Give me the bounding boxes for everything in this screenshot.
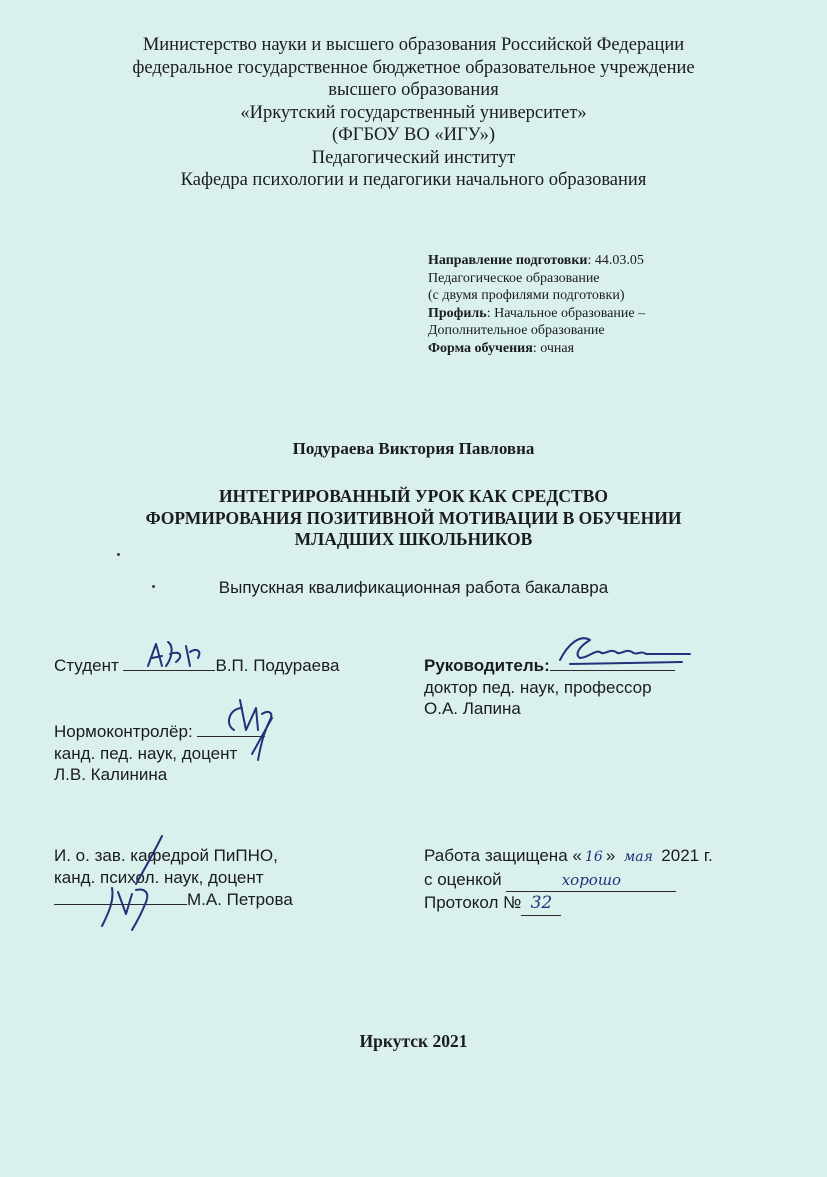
defense-day: 16 — [584, 849, 603, 865]
speck-mark — [117, 553, 120, 556]
study-details — [428, 252, 645, 357]
supervisor-signature-icon — [550, 624, 700, 672]
defense-block — [424, 845, 713, 916]
header-line-abbreviation: (ФГБОУ ВО «ИГУ») — [332, 125, 495, 145]
direction-code: : 44.03.05 — [587, 253, 644, 268]
normcontrol-degree: канд. пед. наук, доцент — [54, 743, 238, 763]
supervisor-name: О.А. Лапина — [424, 699, 521, 718]
direction-name-1: Педагогическое образование — [428, 270, 600, 286]
header-line-department: Кафедра психологии и педагогики начального образования — [180, 170, 647, 190]
header-line-ministry: Министерство науки и высшего образования Российской Федерации — [142, 35, 685, 55]
profile-value-2: Дополнительное образование — [428, 323, 605, 338]
direction-name-2: (с двумя профилями подготовки) — [428, 288, 625, 303]
supervisor-degree: доктор пед. наук, профессор — [424, 677, 652, 697]
student-label: Студент — [54, 656, 119, 675]
profile-value-1: : Начальное образование – — [486, 305, 646, 321]
normcontrol-label: Нормоконтролёр: — [54, 722, 193, 741]
header-line-institution-type: федеральное государственное бюджетное образовательное учреждение — [132, 57, 695, 78]
author-name: Подураева Виктория Павловна — [292, 439, 535, 458]
title-line-1: ИНТЕГРИРОВАННЫЙ УРОК КАК СРЕДСТВО — [219, 486, 608, 506]
city-year: Иркутск 2021 — [359, 1031, 468, 1051]
student-signature-icon — [140, 636, 220, 680]
defense-quote-close: » — [605, 846, 616, 865]
student-name: В.П. Подураева — [215, 656, 340, 675]
head-name: М.А. Петрова — [187, 890, 293, 909]
thesis-title — [0, 486, 827, 551]
protocol-number: 32 — [521, 893, 561, 916]
grade-label: с оценкой — [424, 869, 502, 889]
defense-label: Работа защищена « — [424, 846, 582, 865]
head-label: И. о. зав. кафедрой ПиПНО, — [54, 846, 278, 865]
form-label: Форма обучения — [428, 340, 533, 356]
normcontrol-signature-icon — [212, 694, 292, 764]
head-signature-icon — [92, 826, 192, 936]
title-line-2: ФОРМИРОВАНИЯ ПОЗИТИВНОЙ МОТИВАЦИИ В ОБУЧЕНИИ — [145, 507, 682, 528]
defense-month: мая — [623, 849, 653, 865]
header-line-education-level: высшего образования — [328, 80, 499, 100]
grade-value: хорошо — [506, 870, 676, 893]
header-line-university: «Иркутский государственный университет» — [240, 102, 587, 123]
title-line-3: МЛАДШИХ ШКОЛЬНИКОВ — [294, 529, 533, 549]
direction-label: Направление подготовки — [428, 253, 588, 268]
institution-header — [0, 34, 827, 192]
work-type: Выпускная квалификационная работа бакалавра — [218, 578, 609, 597]
supervisor-label: Руководитель: — [424, 656, 550, 675]
defense-year: 2021 г. — [661, 846, 713, 865]
normcontrol-name: Л.В. Калинина — [54, 765, 168, 784]
head-degree: канд. психол. наук, доцент — [54, 867, 264, 887]
protocol-label: Протокол № — [424, 893, 522, 912]
form-value: : очная — [532, 340, 575, 356]
header-line-institute: Педагогический институт — [311, 147, 516, 168]
profile-label: Профиль — [428, 305, 487, 321]
